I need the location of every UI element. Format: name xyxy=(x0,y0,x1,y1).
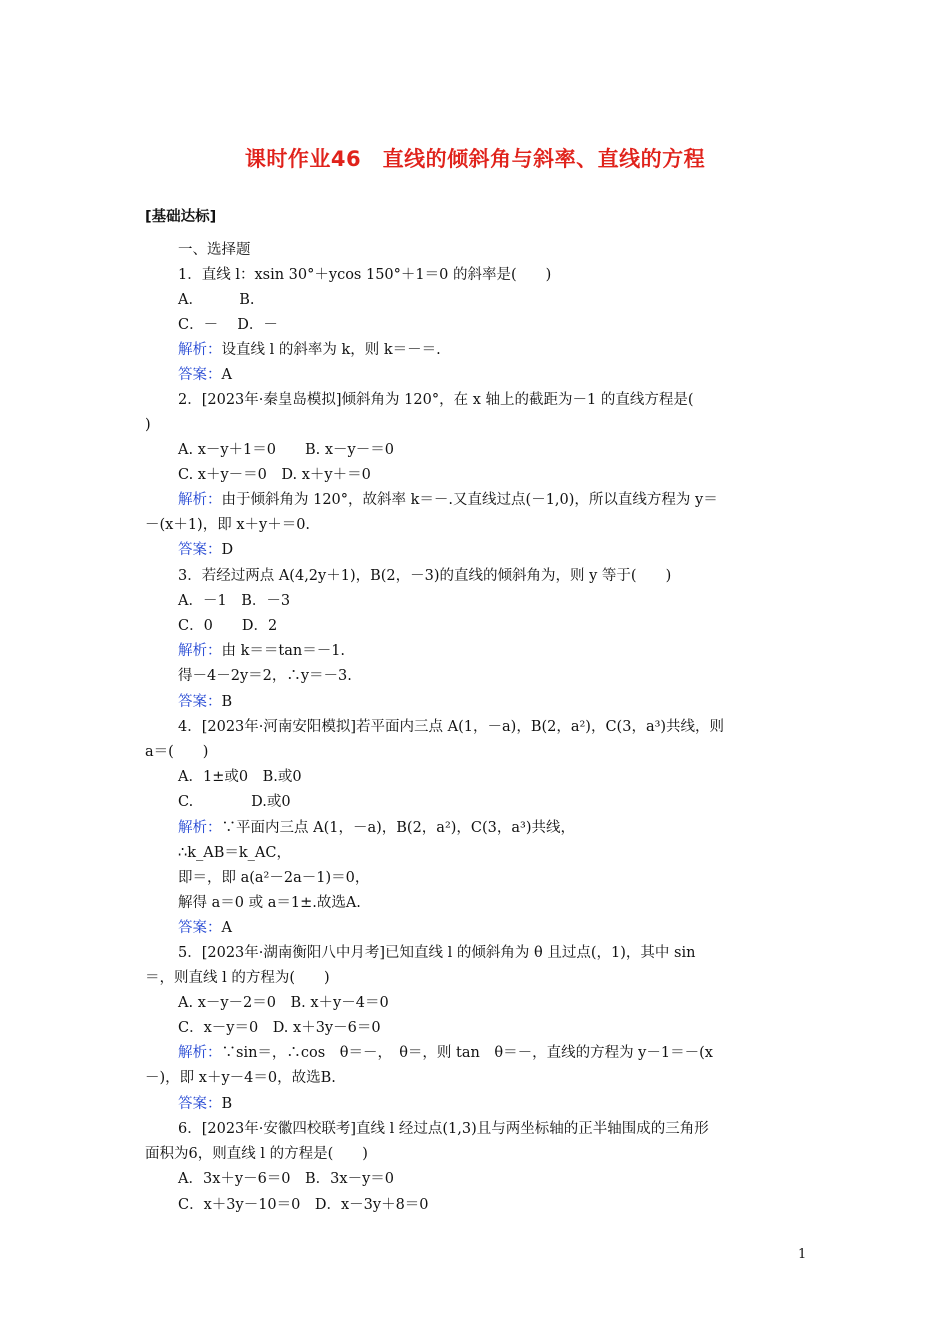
line-text: 3．若经过两点 A(4,2y＋1)，B(2，－3)的直线的倾斜角为，则 y 等于( ) xyxy=(178,568,672,584)
line-text: A xyxy=(221,920,232,936)
text-line xyxy=(178,792,291,812)
text-line xyxy=(178,868,369,888)
text-line xyxy=(178,290,255,310)
text-line xyxy=(178,843,291,863)
answer-label: 答案： xyxy=(178,1096,222,1112)
line-text: 一、选择题 xyxy=(178,242,251,258)
text-line xyxy=(145,968,330,988)
line-text: ) xyxy=(145,417,151,433)
line-text: 4．[2023年·河南安阳模拟]若平面内三点 A(1，－a)，B(2，a²)，C(3，a³)共线，则 xyxy=(178,719,725,735)
line-text: A．3x＋y－6＝0 B．3x－y＝0 xyxy=(178,1171,394,1187)
text-line xyxy=(178,717,724,737)
text-line xyxy=(145,1144,368,1164)
line-text: D xyxy=(221,542,234,558)
text-line xyxy=(178,265,551,285)
line-text: ∵sin＝，∴cos θ＝－， θ＝，则 tan θ＝－，直线的方程为 y－1＝－(x xyxy=(221,1045,713,1061)
line-text: C. D.或0 xyxy=(178,794,291,810)
text-line xyxy=(178,591,290,611)
line-text: 解得 a＝0 或 a＝1±.故选A. xyxy=(178,895,361,911)
text-line xyxy=(178,465,371,485)
line-text: 由于倾斜角为 120°，故斜率 k＝－.又直线过点(－1,0)，所以直线方程为 y＝ xyxy=(221,492,718,508)
line-text: C．x－y＝0 D. x＋3y－6＝0 xyxy=(178,1020,381,1036)
answer-label: 答案： xyxy=(178,542,222,558)
text-line xyxy=(145,515,310,535)
line-text: 2．[2023年·秦皇岛模拟]倾斜角为 120°，在 x 轴上的截距为－1 的直线方程是( xyxy=(178,392,694,408)
text-line xyxy=(178,993,389,1013)
line-text: B xyxy=(221,694,233,710)
solution-label: 解析： xyxy=(178,492,222,508)
text-line xyxy=(145,742,208,762)
line-text: C．0 D．2 xyxy=(178,618,278,634)
text-line xyxy=(178,440,394,460)
line-text: ＝，则直线 l 的方程为( ) xyxy=(145,970,330,986)
text-line xyxy=(178,893,361,913)
text-line xyxy=(178,1094,232,1114)
text-line xyxy=(178,315,278,335)
text-line xyxy=(178,666,352,686)
line-text: －)，即 x＋y－4＝0，故选B. xyxy=(145,1070,336,1086)
text-line xyxy=(178,490,718,510)
line-text: A xyxy=(221,367,232,383)
line-text: a＝( ) xyxy=(145,744,209,760)
line-text: 由 k＝＝tan＝－1. xyxy=(221,643,346,659)
solution-label: 解析： xyxy=(178,643,222,659)
text-line xyxy=(145,1068,336,1088)
section-heading: [基础达标] xyxy=(145,209,217,225)
line-text: 即＝，即 a(a²－2a－1)＝0， xyxy=(178,870,370,886)
answer-label: 答案： xyxy=(178,920,222,936)
text-line xyxy=(178,616,277,636)
text-line xyxy=(178,365,232,385)
text-line xyxy=(178,692,232,712)
text-line xyxy=(178,918,232,938)
line-text: A．1±或0 B.或0 xyxy=(178,769,302,785)
line-text: ∴k_AB＝k_AC， xyxy=(178,845,291,861)
text-line xyxy=(178,390,693,410)
line-text: 面积为6，则直线 l 的方程是( ) xyxy=(145,1146,368,1162)
answer-label: 答案： xyxy=(178,694,222,710)
line-text: ∵平面内三点 A(1，－a)，B(2，a²)，C(3，a³)共线， xyxy=(221,820,576,836)
page-title: 课时作业46 直线的倾斜角与斜率、直线的方程 xyxy=(244,147,706,171)
line-text: 1．直线 l：xsin 30°＋ycos 150°＋1＝0 的斜率是( ) xyxy=(178,267,552,283)
text-line xyxy=(178,540,233,560)
text-line xyxy=(178,767,302,787)
page-number: 1 xyxy=(798,1247,807,1262)
line-text: C．－ D．－ xyxy=(178,317,278,333)
line-text: C. x＋y－＝0 D. x＋y＋＝0 xyxy=(178,467,371,483)
text-line xyxy=(178,943,695,963)
line-text: B xyxy=(221,1096,233,1112)
line-text: 6．[2023年·安徽四校联考]直线 l 经过点(1,3)且与两坐标轴的正半轴围成的三角形 xyxy=(178,1121,709,1137)
text-line xyxy=(178,1169,394,1189)
text-line xyxy=(178,641,345,661)
line-text: A． B. xyxy=(178,292,255,308)
line-text: 5．[2023年·湖南衡阳八中月考]已知直线 l 的倾斜角为 θ 且过点(，1)，其中 sin xyxy=(178,945,696,961)
line-text: A．－1 B．－3 xyxy=(178,593,291,609)
text-line xyxy=(178,340,441,360)
text-line xyxy=(178,1043,713,1063)
answer-label: 答案： xyxy=(178,367,222,383)
text-line xyxy=(178,240,251,260)
solution-label: 解析： xyxy=(178,820,222,836)
text-line xyxy=(145,415,151,435)
line-text: 得－4－2y＝2，∴y＝－3. xyxy=(178,668,352,684)
line-text: A. x－y－2＝0 B. x＋y－4＝0 xyxy=(178,995,389,1011)
text-line xyxy=(178,818,575,838)
line-text: A. x－y＋1＝0 B. x－y－＝0 xyxy=(178,442,394,458)
text-line xyxy=(178,1195,429,1215)
line-text: －(x＋1)，即 x＋y＋＝0. xyxy=(145,517,311,533)
line-text: 设直线 l 的斜率为 k，则 k＝－＝. xyxy=(221,342,441,358)
text-line xyxy=(178,1119,709,1139)
text-line xyxy=(178,1018,381,1038)
solution-label: 解析： xyxy=(178,1045,222,1061)
text-line xyxy=(178,566,671,586)
line-text: C．x＋3y－10＝0 D．x－3y＋8＝0 xyxy=(178,1197,429,1213)
solution-label: 解析： xyxy=(178,342,222,358)
